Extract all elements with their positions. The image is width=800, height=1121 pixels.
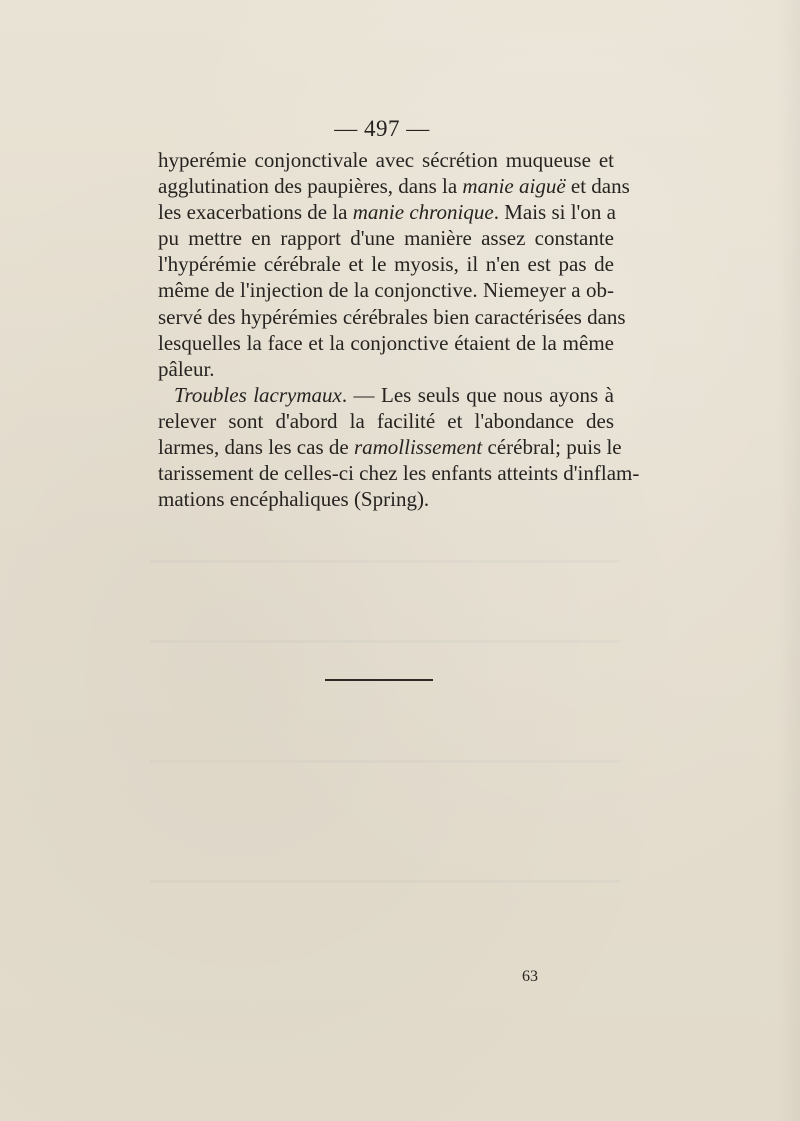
text-run: les exacerbations de la: [158, 200, 353, 225]
text-line: [158, 225, 614, 251]
text-line: [158, 277, 614, 303]
text-line: [158, 408, 614, 434]
text-run: hyperémie conjonctivale avec sécrétion muqueuse et: [158, 148, 614, 172]
text-run: servé des hypérémies cérébrales bien caractérisées dans: [158, 304, 626, 329]
text-line: [158, 486, 614, 512]
page-edge-shadow: [778, 0, 800, 1121]
text-run: agglutination des paupières, dans la: [158, 174, 463, 199]
text-line: [158, 330, 614, 356]
text-run: lesquelles la face et la conjonctive étaient de la même: [158, 330, 614, 355]
text-run: cérébral; puis le: [482, 435, 622, 460]
text-line: [158, 460, 640, 486]
text-run: même de l'injection de la conjonctive. Niemeyer a ob-: [158, 278, 614, 303]
text-line: [158, 173, 630, 199]
section-heading: Troubles lacrymaux: [174, 382, 342, 407]
text-run: . Mais si l'on a: [493, 200, 616, 225]
text-line: [158, 199, 614, 225]
text-line: [158, 434, 622, 460]
text-run: pâleur.: [158, 356, 215, 381]
text-run: relever sont d'abord la facilité et l'abondance des: [158, 408, 614, 433]
text-run: l'hypérémie cérébrale et le myosis, il n'en est pas de: [158, 252, 614, 277]
text-line: [158, 147, 614, 173]
text-line: [158, 382, 614, 408]
text-run: tarissement de celles-ci chez les enfants atteints d'inflam-: [158, 461, 640, 486]
signature-mark: 63: [522, 968, 538, 985]
italic-term: manie chronique: [352, 200, 494, 225]
text-run: et dans: [565, 174, 630, 199]
section-end-rule: [325, 679, 433, 681]
italic-term: ramollissement: [353, 435, 483, 460]
text-run: . — Les seuls que nous ayons à: [341, 382, 614, 407]
text-run: pu mettre en rapport d'une manière assez constante: [158, 226, 614, 251]
text-line: [158, 304, 626, 330]
text-run: mations encéphaliques (Spring).: [158, 487, 430, 512]
italic-term: manie aiguë: [462, 174, 566, 199]
text-run: larmes, dans les cas de: [158, 435, 354, 460]
text-line: [158, 251, 614, 277]
text-line: [158, 356, 614, 382]
body-text: [158, 147, 640, 512]
page-number-header: — 497 —: [334, 116, 430, 141]
